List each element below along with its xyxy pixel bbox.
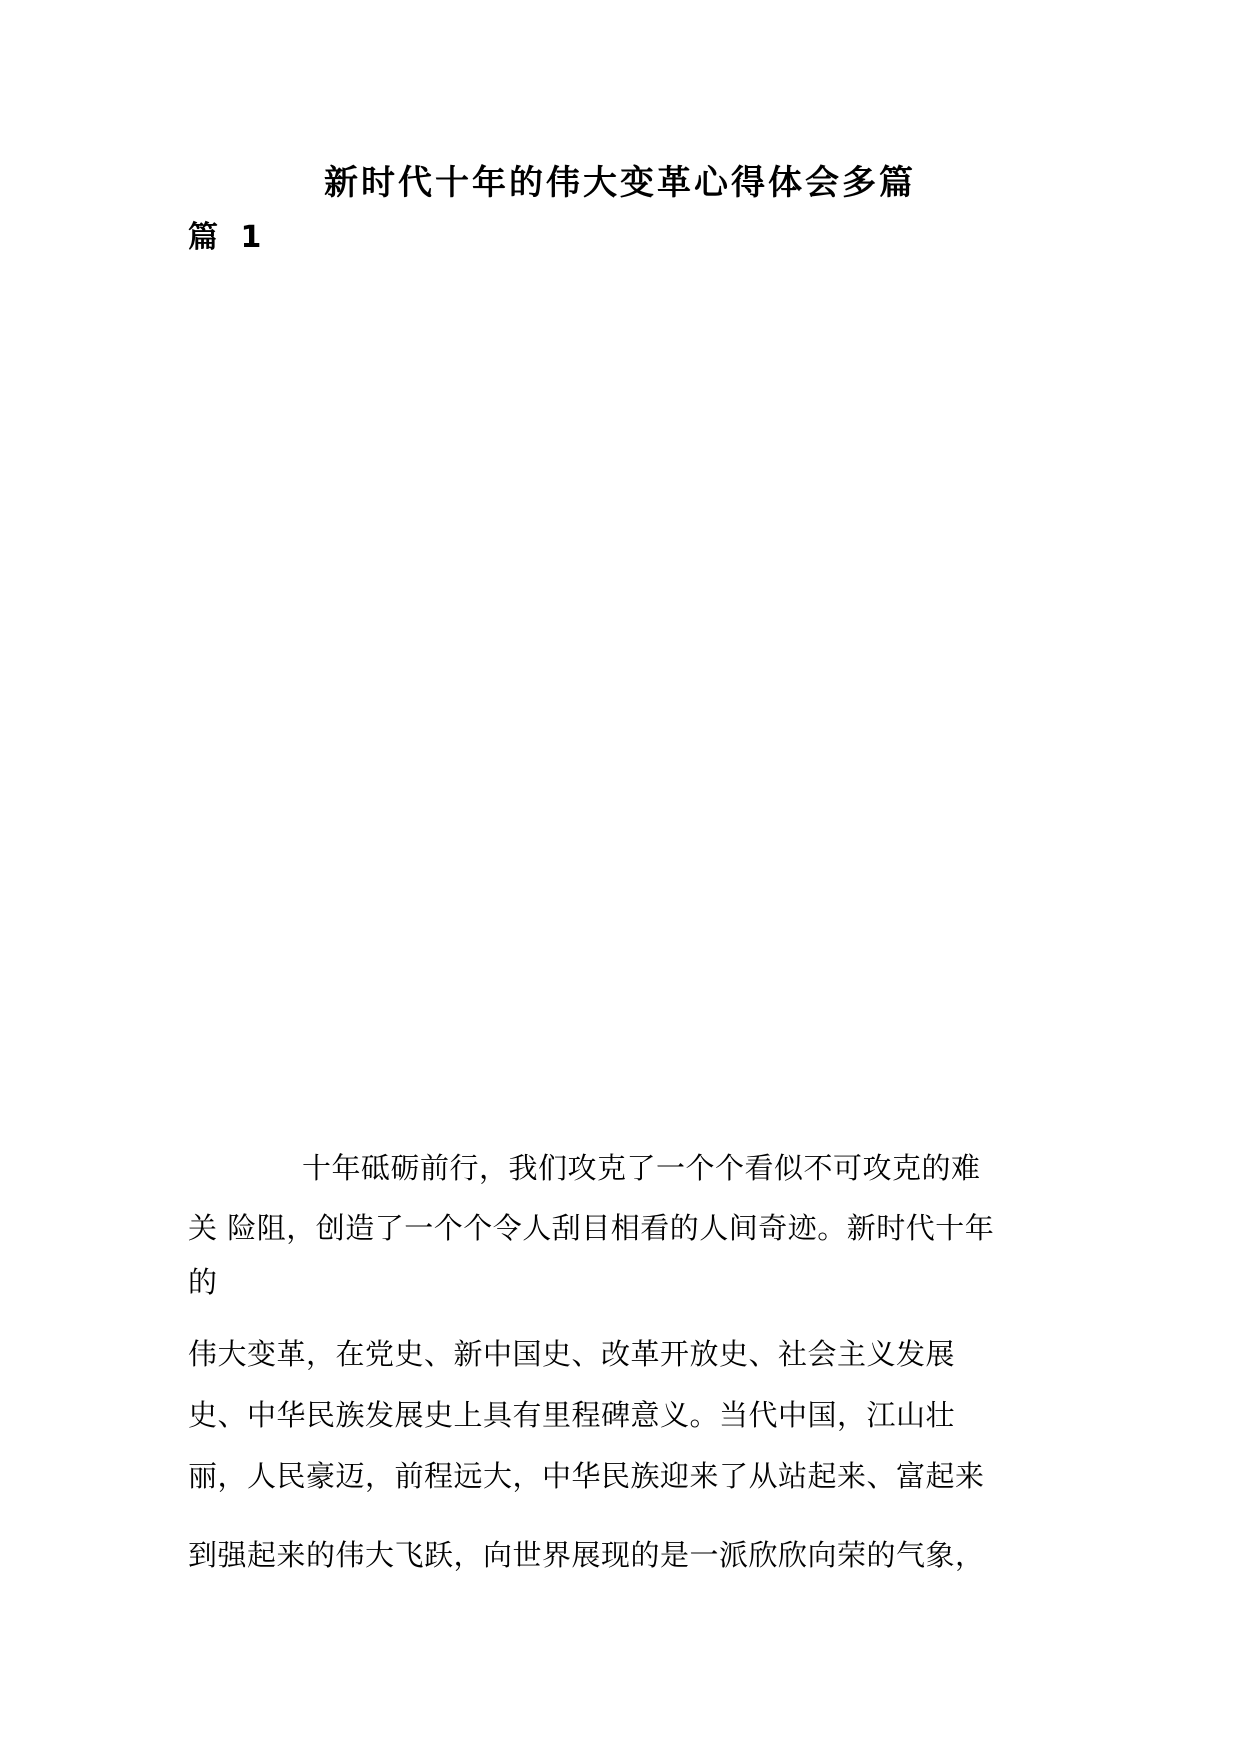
paragraph-line: 到强起来的伟大飞跃，向世界展现的是一派欣欣向荣的气象， xyxy=(188,1538,985,1572)
paragraph-line: 关 险阻，创造了一个个令人刮目相看的人间奇迹。新时代十年 xyxy=(188,1211,995,1245)
document-title: 新时代十年的伟大变革心得体会多篇 xyxy=(324,163,916,203)
paragraph-line: 伟大变革，在党史、新中国史、改革开放史、社会主义发展 xyxy=(188,1337,956,1371)
paragraph-line: 丽，人民豪迈，前程远大，中华民族迎来了从站起来、富起来 xyxy=(188,1459,985,1493)
paragraph-line: 史、中华民族发展史上具有里程碑意义。当代中国，江山壮 xyxy=(188,1398,956,1432)
paragraph-line: 的 xyxy=(188,1265,218,1299)
section-label: 篇 1 xyxy=(188,220,268,255)
paragraph-line: 十年砥砺前行，我们攻克了一个个看似不可攻克的难 xyxy=(302,1151,981,1185)
